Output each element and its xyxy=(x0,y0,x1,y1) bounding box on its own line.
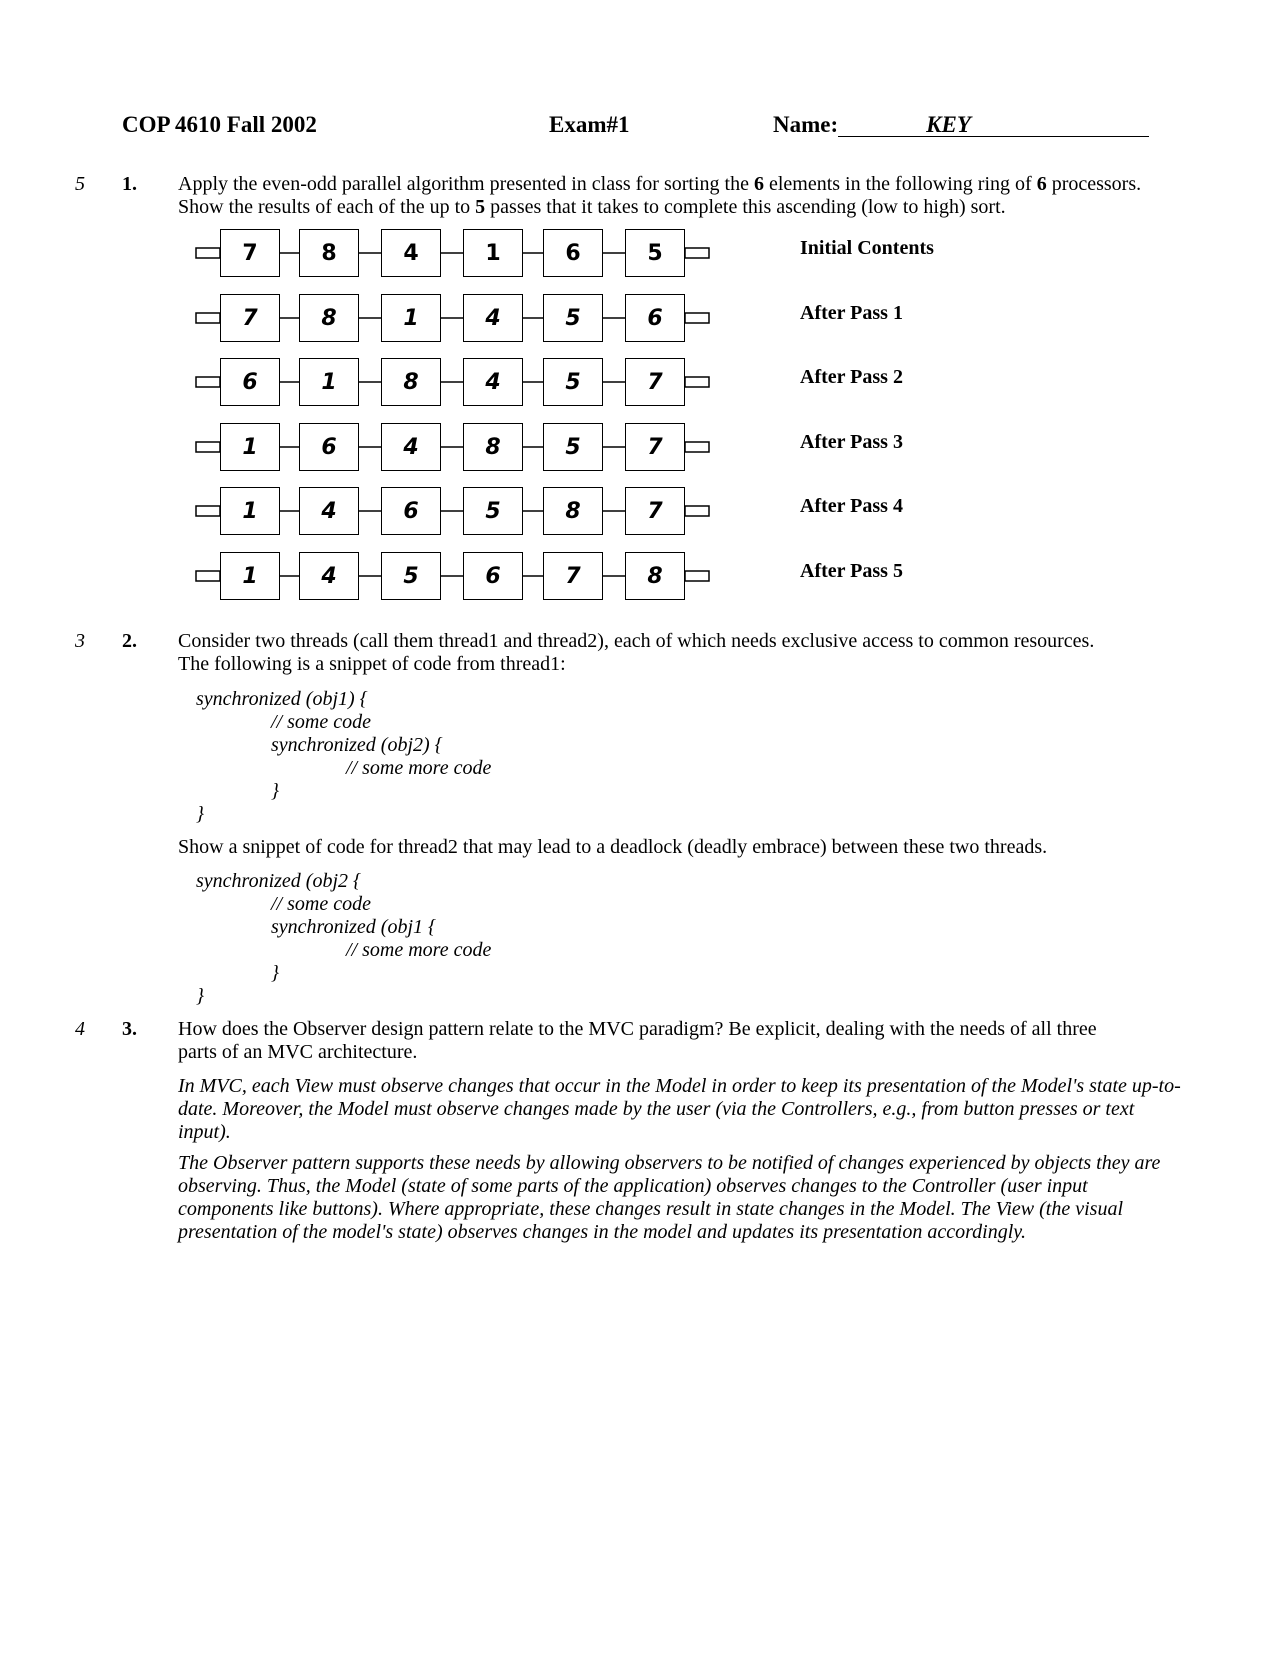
ring-right-stub xyxy=(685,571,709,581)
ring-row xyxy=(196,358,716,408)
ring-row-label: After Pass 5 xyxy=(800,560,903,582)
processor-cell: 7 xyxy=(625,487,685,535)
processor-cell: 4 xyxy=(299,487,359,535)
ring-left-stub xyxy=(196,506,220,516)
processor-cell: 1 xyxy=(220,552,280,600)
processor-cell: 4 xyxy=(299,552,359,600)
processor-cell: 1 xyxy=(220,423,280,471)
thread1-code xyxy=(196,688,491,826)
q2-deadlock-prompt: Show a snippet of code for thread2 that may lead to a deadlock (deadly embrace) between these two threads. xyxy=(178,836,1048,858)
ring-row-label: Initial Contents xyxy=(800,237,934,259)
q1-number: 1. xyxy=(122,173,137,195)
q3-text-2: parts of an MVC architecture. xyxy=(178,1041,418,1063)
processor-cell: 7 xyxy=(220,294,280,342)
code1-line: synchronized (obj2) { xyxy=(271,734,443,756)
processor-cell: 6 xyxy=(625,294,685,342)
code1-line: } xyxy=(196,803,204,825)
processor-cell: 8 xyxy=(543,487,603,535)
exam-title: Exam#1 xyxy=(549,112,630,137)
q3-answer-2: The Observer pattern supports these needs by allowing observers to be notified of changes experienced by objects they are observing. Thus, the Model (state of some parts of the application) observes changes to the Controller (user input components like buttons). Where appropriate, these changes result in state changes in the Model. The View (the visual presentation of the model's state) observes changes in the model and updates its presentation accordingly. xyxy=(178,1152,1161,1243)
q3-answer-1: In MVC, each View must observe changes that occur in the Model in order to keep its presentation of the Model's state up-to-date. Moreover, the Model must observe changes made by the user (via the Controllers, e.g., from button presses or text input). xyxy=(178,1075,1181,1143)
q1-n2: 6 xyxy=(1036,173,1047,195)
ring-left-stub xyxy=(196,377,220,387)
processor-cell: 7 xyxy=(625,423,685,471)
processor-cell: 5 xyxy=(543,294,603,342)
ring-row-label: After Pass 4 xyxy=(800,495,903,517)
processor-cell: 6 xyxy=(299,423,359,471)
q1-n3: 5 xyxy=(475,196,486,218)
ring-left-stub xyxy=(196,442,220,452)
q2-prompt xyxy=(178,630,1188,676)
code2-line: } xyxy=(271,962,279,984)
ring-left-stub xyxy=(196,313,220,323)
code1-line: synchronized (obj1) { xyxy=(196,688,368,710)
ring-row-label: After Pass 3 xyxy=(800,431,903,453)
code2-line: // some more code xyxy=(346,939,492,961)
q2-points: 3 xyxy=(75,630,85,652)
q2-number: 2. xyxy=(122,630,137,652)
processor-cell: 4 xyxy=(463,358,523,406)
q1-text-b: elements in the following ring of xyxy=(763,173,1037,195)
processor-cell: 6 xyxy=(463,552,523,600)
ring-right-stub xyxy=(685,442,709,452)
ring-row-label: After Pass 2 xyxy=(800,366,903,388)
ring-row xyxy=(196,552,716,602)
ring-left-stub xyxy=(196,571,220,581)
ring-right-stub xyxy=(685,506,709,516)
q3-prompt xyxy=(178,1018,1188,1064)
processor-cell: 7 xyxy=(543,552,603,600)
processor-cell: 4 xyxy=(463,294,523,342)
ring-right-stub xyxy=(685,377,709,387)
q1-text-a: Apply the even-odd parallel algorithm presented in class for sorting the xyxy=(178,173,754,195)
processor-cell: 5 xyxy=(543,423,603,471)
processor-cell: 4 xyxy=(381,229,441,277)
q3-text-1: How does the Observer design pattern relate to the MVC paradigm? Be explicit, dealing with the needs of all three xyxy=(178,1018,1097,1040)
q1-points: 5 xyxy=(75,173,85,195)
processor-cell: 5 xyxy=(463,487,523,535)
q2-text-1: Consider two threads (call them thread1 and thread2), each of which needs exclusive access to common resources. xyxy=(178,630,1095,652)
processor-cell: 1 xyxy=(463,229,523,277)
code2-line: } xyxy=(196,985,204,1007)
processor-cell: 8 xyxy=(381,358,441,406)
q3-points: 4 xyxy=(75,1018,85,1040)
name-value: KEY xyxy=(926,112,971,137)
code1-line: } xyxy=(271,780,279,802)
q1-text-d: passes that it takes to complete this ascending (low to high) sort. xyxy=(485,196,1006,218)
code2-line: // some code xyxy=(271,893,371,915)
q1-prompt xyxy=(178,173,1188,219)
ring-row xyxy=(196,294,716,344)
processor-cell: 1 xyxy=(381,294,441,342)
ring-row xyxy=(196,487,716,537)
processor-cell: 8 xyxy=(463,423,523,471)
processor-cell: 5 xyxy=(381,552,441,600)
processor-cell: 1 xyxy=(220,487,280,535)
processor-cell: 8 xyxy=(625,552,685,600)
ring-right-stub xyxy=(685,313,709,323)
ring-row-label: After Pass 1 xyxy=(800,302,903,324)
processor-cell: 5 xyxy=(543,358,603,406)
q3-number: 3. xyxy=(122,1018,137,1040)
thread2-code xyxy=(196,870,491,1008)
code2-line: synchronized (obj2 { xyxy=(196,870,362,892)
processor-cell: 1 xyxy=(299,358,359,406)
processor-cell: 5 xyxy=(625,229,685,277)
processor-cell: 7 xyxy=(220,229,280,277)
course-title: COP 4610 Fall 2002 xyxy=(122,112,317,137)
ring-left-stub xyxy=(196,248,220,258)
processor-cell: 6 xyxy=(543,229,603,277)
ring-right-stub xyxy=(685,248,709,258)
name-label: Name: xyxy=(773,112,839,137)
ring-row xyxy=(196,423,716,473)
code1-line: // some code xyxy=(271,711,371,733)
code1-line: // some more code xyxy=(346,757,492,779)
processor-cell: 8 xyxy=(299,294,359,342)
q2-text-2: The following is a snippet of code from thread1: xyxy=(178,653,566,675)
processor-cell: 8 xyxy=(299,229,359,277)
processor-cell: 6 xyxy=(381,487,441,535)
name-field xyxy=(773,112,1149,138)
processor-cell: 6 xyxy=(220,358,280,406)
processor-cell: 7 xyxy=(625,358,685,406)
ring-row xyxy=(196,229,716,279)
q1-n1: 6 xyxy=(753,173,764,195)
code2-line: synchronized (obj1 { xyxy=(271,916,437,938)
q1-text-c: processors. Show the results of each of the up to xyxy=(178,173,1142,218)
processor-cell: 4 xyxy=(381,423,441,471)
